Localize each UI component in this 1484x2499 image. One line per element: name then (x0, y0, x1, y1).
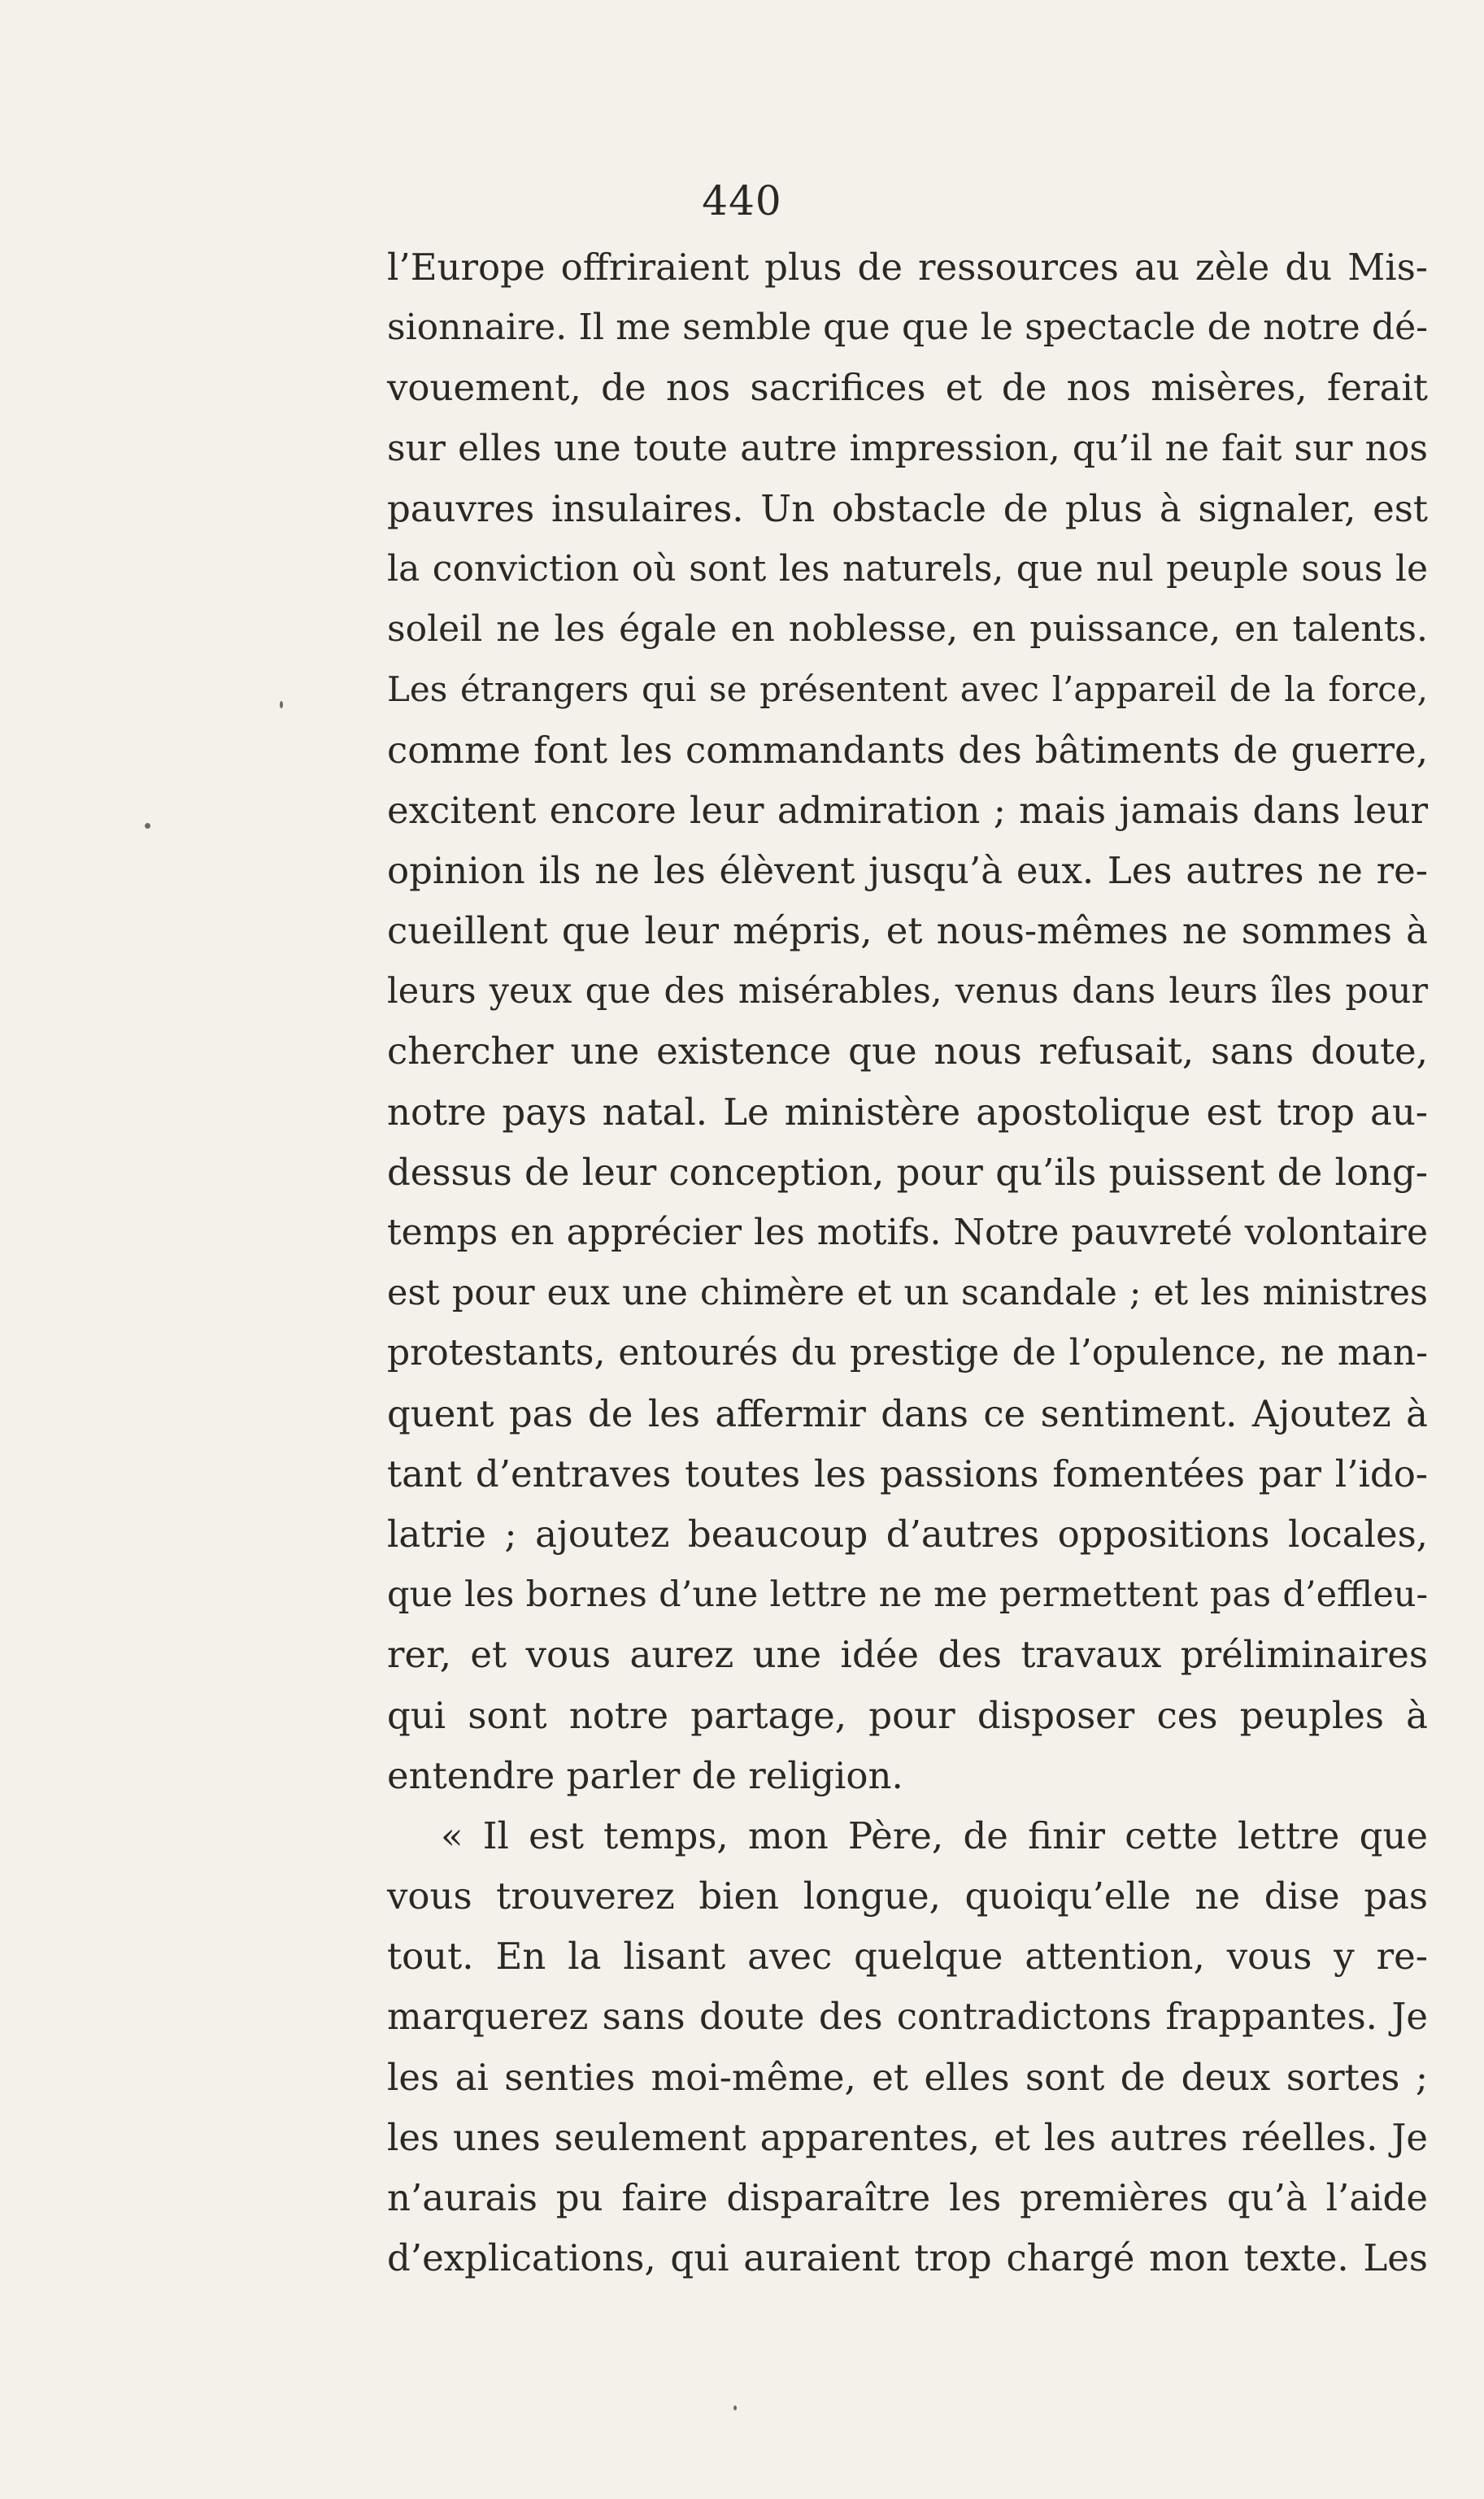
text-line: opinion ils ne les élèvent jusqu’à eux. Les autres ne re- (387, 848, 1428, 892)
text-line: protestants, entourés du prestige de l’opulence, ne man- (387, 1332, 1428, 1374)
text-line: sur elles une toute autre impression, qu’il ne fait sur nos (387, 427, 1428, 469)
text-line: Les étrangers qui se présentent avec l’appareil de la force, (387, 669, 1428, 710)
text-line: soleil ne les égale en noblesse, en puissance, en talents. (387, 608, 1428, 651)
text-line: vous trouverez bien longue, quoiqu’elle ne dise pas (387, 1874, 1428, 1918)
text-line: les ai senties moi-même, et elles sont de deux sortes ; (387, 2055, 1428, 2099)
paragraph-1 (387, 237, 1428, 1806)
text-line: dessus de leur conception, pour qu’ils puissent de long- (387, 1150, 1428, 1194)
text-line: les unes seulement apparentes, et les autres réelles. Je (387, 2115, 1428, 2159)
text-line: l’Europe offriraient plus de ressources au zèle du Mis- (387, 246, 1428, 289)
text-line: vouement, de nos sacrifices et de nos misères, ferait (387, 366, 1428, 410)
text-line: leurs yeux que des misérables, venus dans leurs îles pour (387, 971, 1428, 1012)
text-line: quent pas de les affermir dans ce sentiment. Ajoutez à (387, 1391, 1428, 1435)
text-line: cueillent que leur mépris, et nous-mêmes ne sommes à (387, 909, 1428, 953)
paper-speck (280, 701, 283, 708)
paragraph-2 (387, 1806, 1428, 2289)
text-line: chercher une existence que nous refusait, sans doute, (387, 1030, 1428, 1073)
text-line: qui sont notre partage, pour disposer ces peuples à (387, 1693, 1428, 1737)
text-line: tout. En la lisant avec quelque attention, vous y re- (387, 1935, 1428, 1979)
text-line: marquerez sans doute des contradictons frappantes. Je (387, 1995, 1428, 2039)
text-line: rer, et vous aurez une idée des travaux préliminaires (387, 1633, 1428, 1677)
text-line: que les bornes d’une lettre ne me permettent pas d’effleu- (387, 1574, 1428, 1616)
text-line: comme font les commandants des bâtiments de guerre, (387, 728, 1428, 772)
text-line: excitent encore leur admiration ; mais jamais dans leur (387, 788, 1428, 832)
text-line: sionnaire. Il me semble que que le spectacle de notre dé- (387, 307, 1428, 349)
page-number: 440 (702, 177, 782, 224)
paper-speck (733, 2405, 737, 2410)
text-line: pauvres insulaires. Un obstacle de plus à signaler, est (387, 486, 1428, 530)
text-line: « Il est temps, mon Père, de finir cette lettre que (441, 1813, 1428, 1857)
text-line: n’aurais pu faire disparaître les premières qu’à l’aide (387, 2176, 1428, 2219)
text-line: temps en apprécier les motifs. Notre pauvreté volontaire (387, 1212, 1428, 1253)
text-line: tant d’entraves toutes les passions fomentées par l’ido- (387, 1452, 1428, 1495)
text-line: est pour eux une chimère et un scandale ; et les ministres (387, 1273, 1428, 1314)
text-line: d’explications, qui auraient trop chargé mon texte. Les (387, 2236, 1428, 2280)
text-line: entendre parler de religion. (387, 1753, 903, 1797)
body-text (387, 237, 1428, 2288)
text-line: notre pays natal. Le ministère apostolique est trop au- (387, 1090, 1428, 1134)
text-line: latrie ; ajoutez beaucoup d’autres oppositions locales, (387, 1512, 1428, 1556)
text-line: la conviction où sont les naturels, que nul peuple sous le (387, 547, 1428, 590)
paper-speck (145, 823, 150, 829)
